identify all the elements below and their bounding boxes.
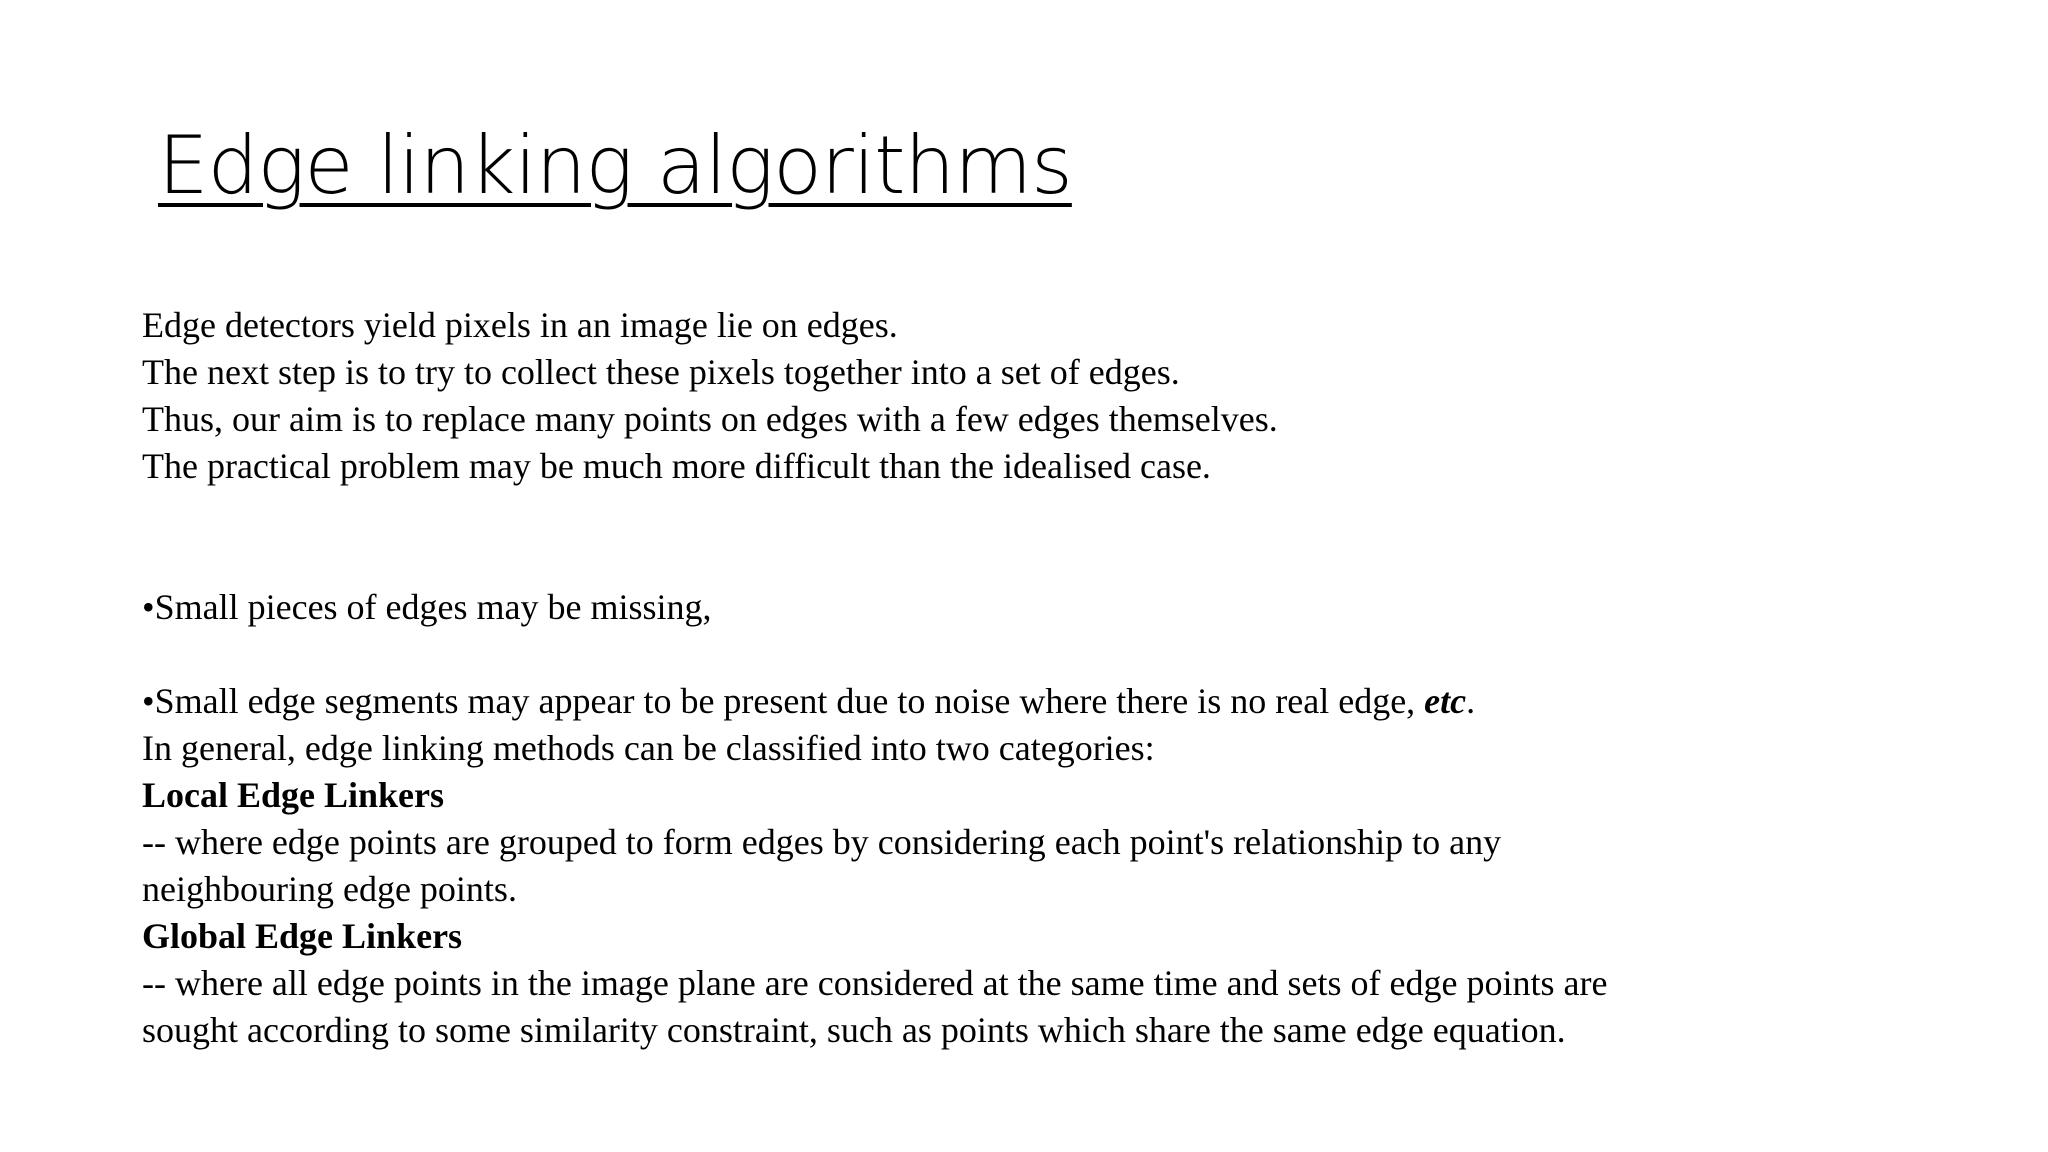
bullet-noise-segments	[142, 678, 1942, 725]
global-linkers-desc-2: sought according to some similarity constraint, such as points which share the same edge equation.	[142, 1010, 1566, 1050]
bullet-missing-pieces: •Small pieces of edges may be missing,	[142, 587, 712, 627]
local-linkers-desc-2: neighbouring edge points.	[142, 869, 517, 909]
global-linkers-desc-1: -- where all edge points in the image plane are considered at the same time and sets of edge points are	[142, 963, 1608, 1003]
intro-line-3: Thus, our aim is to replace many points on edges with a few edges themselves.	[142, 399, 1278, 439]
bullet-noise-emphasis: etc	[1424, 681, 1467, 721]
spacer	[142, 490, 1942, 584]
intro-line-4: The practical problem may be much more difficult than the idealised case.	[142, 446, 1211, 486]
local-linkers-desc-1: -- where edge points are grouped to form edges by considering each point's relationship to any	[142, 822, 1502, 862]
spacer	[142, 631, 1942, 678]
global-linkers-heading: Global Edge Linkers	[142, 916, 463, 956]
local-linkers-heading: Local Edge Linkers	[142, 775, 445, 815]
slide-body	[142, 302, 1942, 1054]
bullet-noise-text: •Small edge segments may appear to be present due to noise where there is no real edge,	[142, 681, 1425, 721]
slide-title: Edge linking algorithms	[158, 119, 1072, 212]
intro-line-2: The next step is to try to collect these pixels together into a set of edges.	[142, 352, 1180, 392]
classification-intro: In general, edge linking methods can be classified into two categories:	[142, 728, 1155, 768]
bullet-noise-suffix: .	[1466, 681, 1476, 721]
intro-line-1: Edge detectors yield pixels in an image lie on edges.	[142, 305, 898, 345]
